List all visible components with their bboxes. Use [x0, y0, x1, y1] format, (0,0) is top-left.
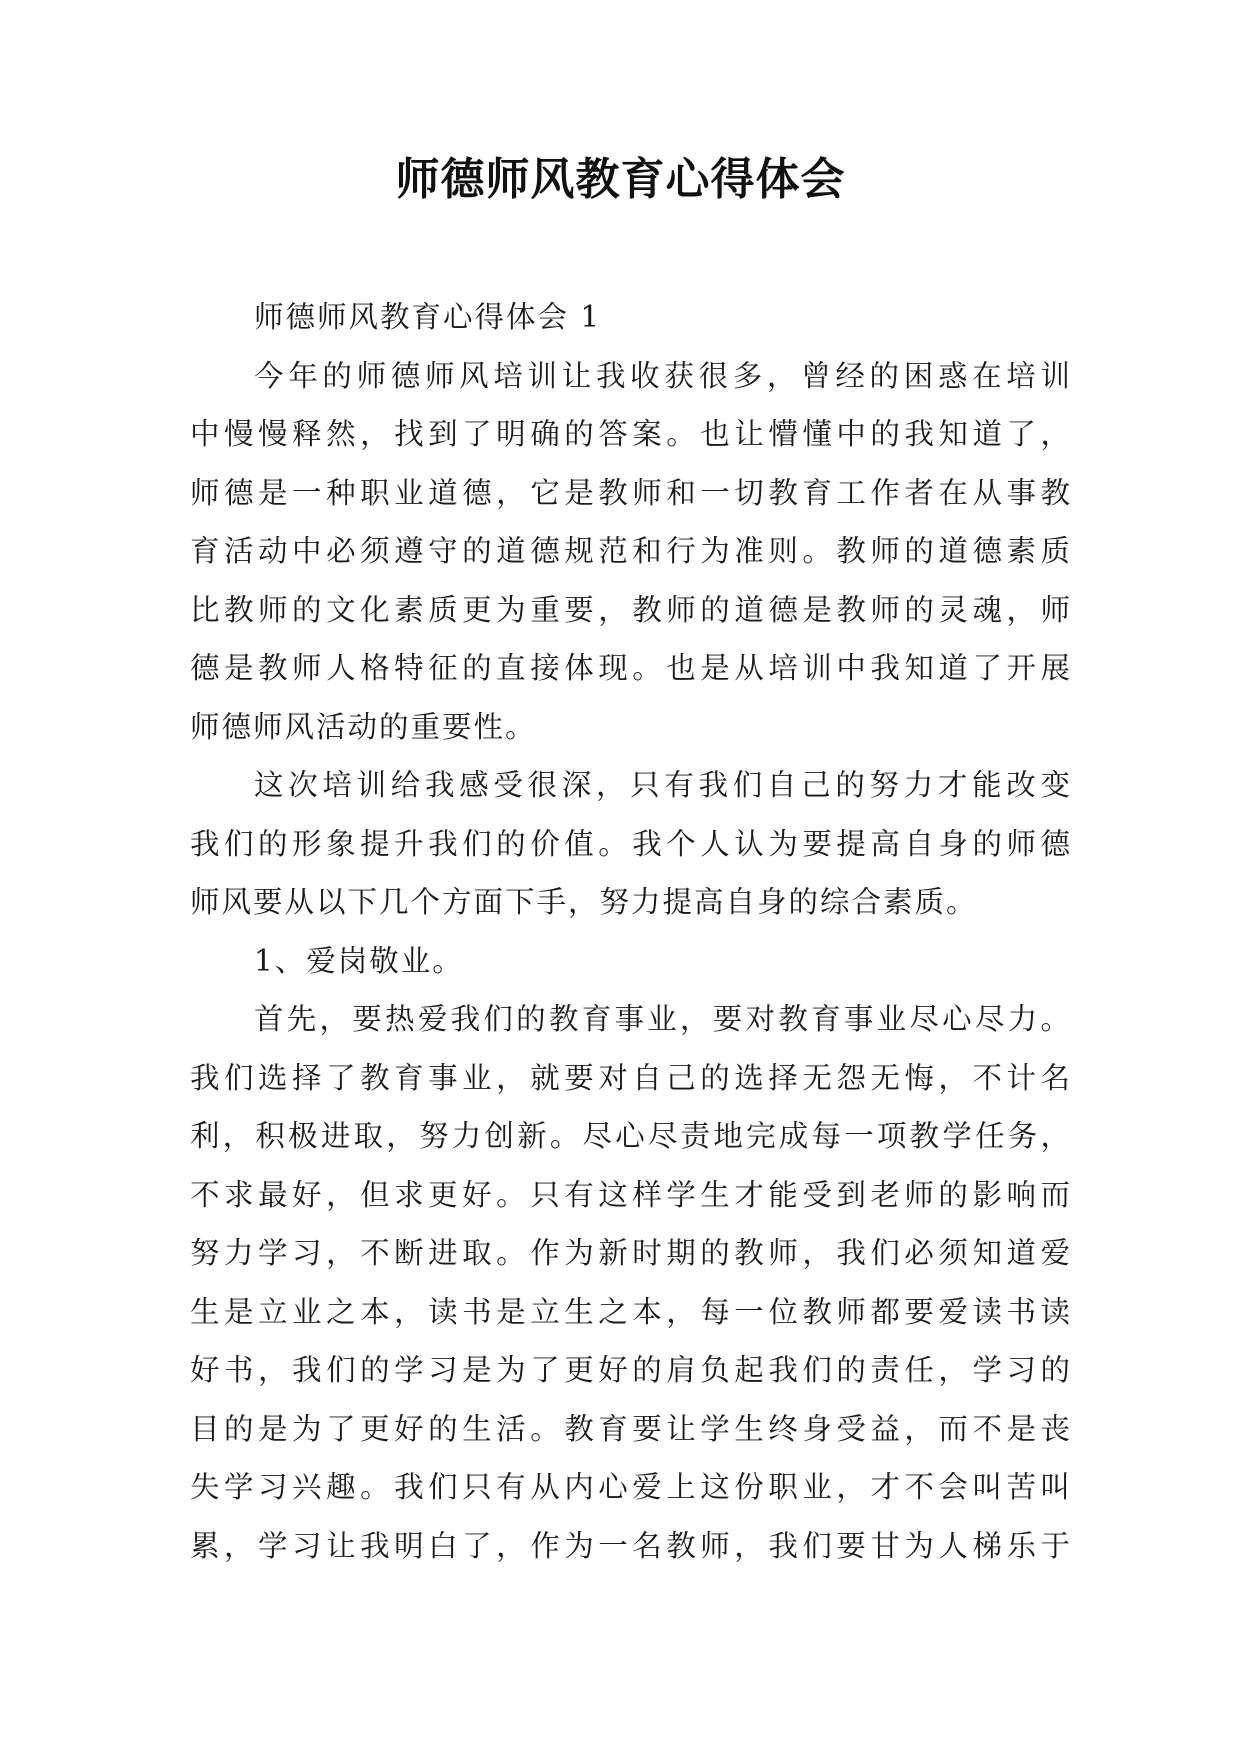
paragraph-line: 不求最好，但求更好。只有这样学生才能受到老师的影响而 [190, 1177, 1070, 1212]
section-heading: 师德师风教育心得体会 1 [254, 300, 602, 334]
paragraph-line: 努力学习，不断进取。作为新时期的教师，我们必须知道爱 [190, 1236, 1070, 1270]
paragraph-line: 今年的师德师风培训让我收获很多，曾经的困惑在培训 [254, 358, 1070, 393]
paragraph-line: 生是立业之本，读书是立生之本，每一位教师都要爱读书读 [190, 1294, 1070, 1329]
list-item-heading: 1、爱岗敬业。 [254, 943, 464, 978]
paragraph-line: 累，学习让我明白了，作为一名教师，我们要甘为人梯乐于 [190, 1528, 1070, 1563]
paragraph-line: 首先，要热爱我们的教育事业，要对教育事业尽心尽力。 [254, 1002, 1070, 1036]
paragraph-line: 利，积极进取，努力创新。尽心尽责地完成每一项教学任务， [190, 1119, 1070, 1153]
paragraph-line: 失学习兴趣。我们只有从内心爱上这份职业，才不会叫苦叫 [190, 1470, 1070, 1504]
paragraph-line: 我们选择了教育事业，就要对自己的选择无怨无悔，不计名 [190, 1060, 1070, 1095]
paragraph-line: 师德师风活动的重要性。 [190, 709, 537, 744]
paragraph-line: 我们的形象提升我们的价值。我个人认为要提高自身的师德 [190, 826, 1070, 861]
document-body [190, 288, 1070, 1575]
paragraph-line: 师风要从以下几个方面下手，努力提高自身的综合素质。 [190, 885, 978, 919]
paragraph-line: 好书，我们的学习是为了更好的肩负起我们的责任，学习的 [190, 1353, 1070, 1387]
paragraph-line: 师德是一种职业道德，它是教师和一切教育工作者在从事教 [190, 475, 1070, 510]
paragraph-line: 德是教师人格特征的直接体现。也是从培训中我知道了开展 [190, 651, 1070, 685]
document-title: 师德师风教育心得体会 [395, 154, 846, 205]
paragraph-line: 这次培训给我感受很深，只有我们自己的努力才能改变 [254, 768, 1070, 802]
paragraph-line: 育活动中必须遵守的道德规范和行为准则。教师的道德素质 [190, 534, 1070, 568]
paragraph-line: 目的是为了更好的生活。教育要让学生终身受益，而不是丧 [190, 1411, 1070, 1446]
paragraph-line: 中慢慢释然，找到了明确的答案。也让懵懂中的我知道了， [190, 417, 1070, 451]
paragraph-line: 比教师的文化素质更为重要，教师的道德是教师的灵魂，师 [190, 592, 1070, 627]
